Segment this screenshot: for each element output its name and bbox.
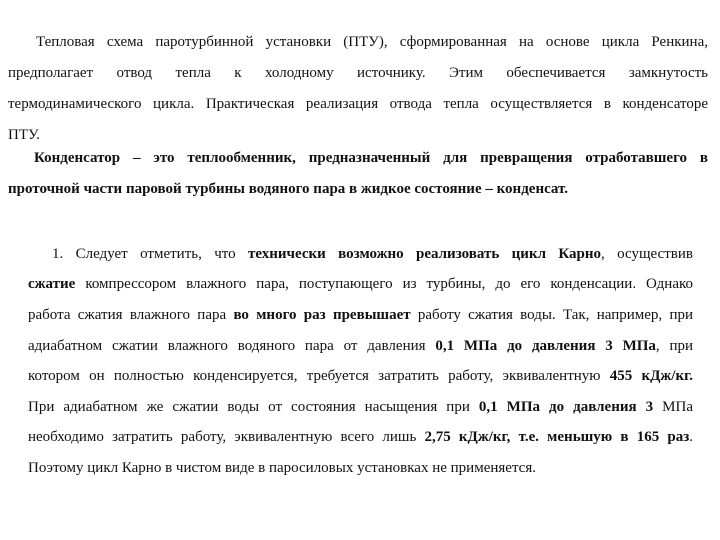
- p2-l2-text: компрессором влажного пара, поступающего из турбины, до его конденсации. Однако: [85, 276, 694, 292]
- paragraph-2-line-3: [28, 306, 693, 324]
- p2-l7-bold: 2,75 кДж/кг, т.е. меньшую в 165 раз: [424, 429, 690, 445]
- p2-l3-text: работа сжатия влажного пара: [28, 307, 227, 323]
- definition-line-1: Конденсатор – это теплообменник, предназначенный для превращения отработавшего в: [34, 150, 708, 166]
- p2-l1-bold: технически возможно реализовать цикл Карно: [248, 246, 602, 262]
- paragraph-2-line-1: [52, 245, 693, 263]
- p2-l7-tail: .: [689, 429, 694, 445]
- paragraph-2-line-2: [28, 275, 693, 293]
- paragraph-1-line-4: ПТУ.: [8, 127, 40, 143]
- p2-l6-text: При адиабатном же сжатии воды от состояния насыщения при: [28, 399, 470, 415]
- p2-l3-bold: во много раз превышает: [233, 307, 411, 323]
- p2-l3-tail: работу сжатия воды. Так, например, при: [417, 307, 693, 323]
- p2-l4-text: адиабатном сжатии влажного водяного пара от давления: [28, 338, 426, 354]
- p2-l2-bold: сжатие: [28, 276, 76, 292]
- p2-l1-text: 1. Следует отметить, что: [52, 246, 236, 262]
- p2-l7-text: необходимо затратить работу, эквивалентную всего лишь: [28, 429, 417, 445]
- paragraph-2-line-5: [28, 367, 693, 385]
- paragraph-2-line-4: [28, 337, 693, 355]
- paragraph-1-line-2: предполагает отвод тепла к холодному источнику. Этим обеспечивается замкнутость: [8, 65, 708, 81]
- paragraph-2-line-7: [28, 428, 693, 446]
- definition-line-2: проточной части паровой турбины водяного пара в жидкое состояние – конденсат.: [8, 181, 569, 197]
- p2-l1-tail: , осуществив: [601, 246, 693, 262]
- paragraph-2-line-8: Поэтому цикл Карно в чистом виде в паросиловых установках не применяется.: [28, 460, 536, 476]
- p2-l5-text: котором он полностью конденсируется, требуется затратить работу, эквивалентную: [28, 368, 601, 384]
- p2-l6-bold: 0,1 МПа до давления 3: [478, 399, 654, 415]
- p2-l5-bold: 455 кДж/кг.: [609, 368, 693, 384]
- p2-l4-tail: , при: [655, 338, 694, 354]
- paragraph-2-line-6: [28, 398, 693, 416]
- paragraph-1-line-1: Тепловая схема паротурбинной установки (ПТУ), сформированная на основе цикла Ренкина,: [36, 34, 708, 50]
- paragraph-1-line-3: термодинамического цикла. Практическая реализация отвода тепла осуществляется в конденсаторе: [8, 96, 708, 112]
- p2-l6-tail: МПа: [662, 399, 693, 415]
- p2-l4-bold: 0,1 МПа до давления 3 МПа: [435, 338, 656, 354]
